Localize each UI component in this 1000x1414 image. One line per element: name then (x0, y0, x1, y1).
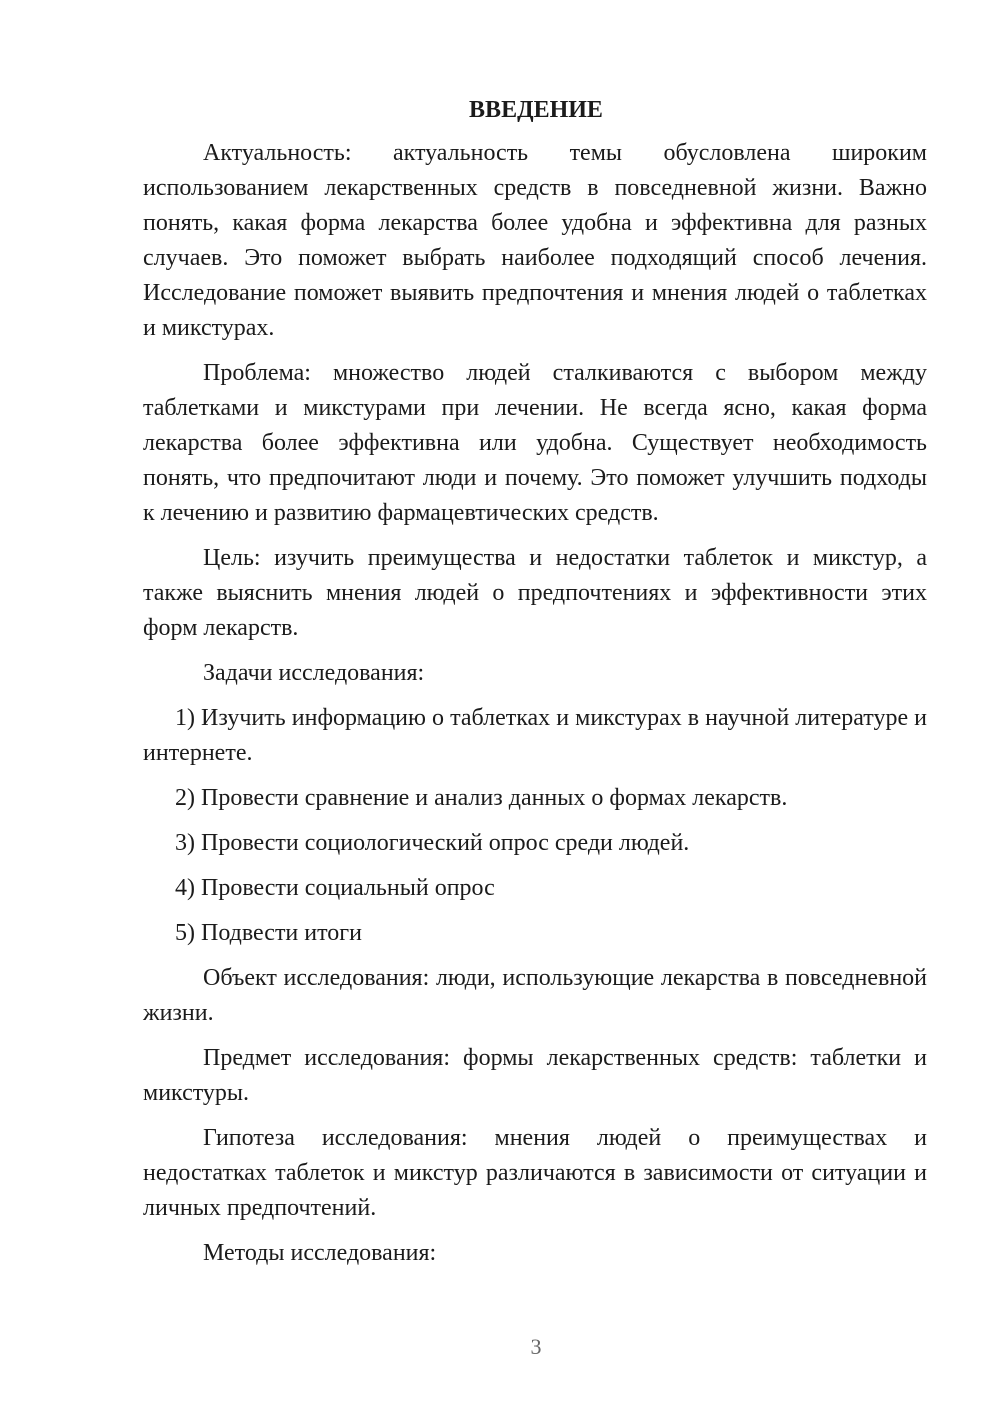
task-item: 1) Изучить информацию о таблетках и микстурах в научной литературе и интернете. (143, 705, 927, 766)
tasks-title: Задачи исследования: (203, 660, 425, 686)
hypothesis-paragraph: Гипотеза исследования: мнения людей о преимуществах и недостатках таблеток и микстур различаются в зависимости от ситуации и личных предпочтений. (143, 1125, 927, 1221)
problem-paragraph: Проблема: множество людей сталкиваются с выбором между таблетками и микстурами при лечении. Не всегда ясно, какая форма лекарства более эффективна или удобна. Существует необходимость понять, что предпочитают люди и почему. Это поможет улучшить подходы к лечению и развитию фармацевтических средств. (143, 360, 927, 526)
goal-paragraph: Цель: изучить преимущества и недостатки таблеток и микстур, а также выяснить мнения людей о предпочтениях и эффективности этих форм лекарств. (143, 545, 927, 641)
task-item: 3) Провести социологический опрос среди людей. (175, 830, 690, 856)
task-item: 4) Провести социальный опрос (175, 875, 495, 901)
object-paragraph: Объект исследования: люди, использующие лекарства в повседневной жизни. (143, 965, 927, 1026)
page-number: 3 (530, 1334, 542, 1359)
task-item: 5) Подвести итоги (175, 920, 362, 946)
relevance-paragraph: Актуальность: актуальность темы обусловлена широким использованием лекарственных средств в повседневной жизни. Важно понять, какая форма лекарства более удобна и эффективна для разных случаев. Это поможет выбрать наиболее подходящий способ лечения. Исследование поможет выявить предпочтения и мнения людей о таблетках и микстурах. (143, 140, 927, 341)
task-item: 2) Провести сравнение и анализ данных о формах лекарств. (175, 785, 788, 811)
methods-title: Методы исследования: (203, 1240, 437, 1266)
subject-paragraph: Предмет исследования: формы лекарственных средств: таблетки и микстуры. (143, 1045, 927, 1106)
section-heading: ВВЕДЕНИЕ (469, 97, 603, 123)
page-content (143, 92, 927, 1271)
